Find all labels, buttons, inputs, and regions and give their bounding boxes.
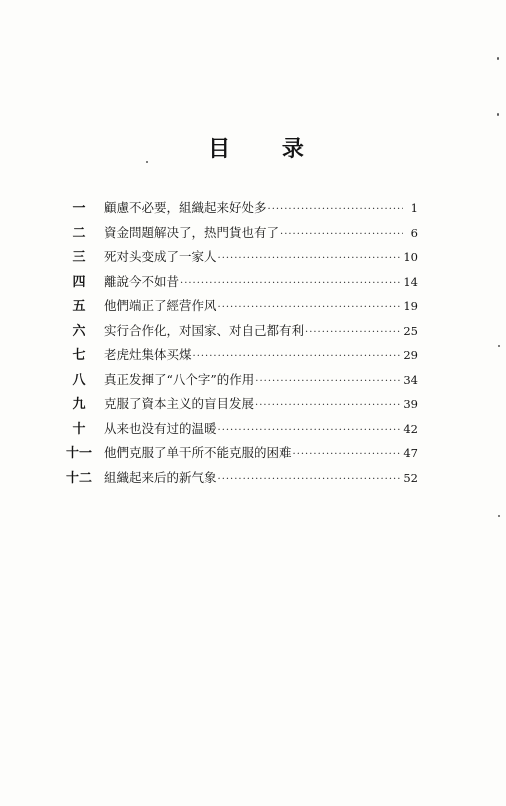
toc-chapter-title: 他們克服了单干所不能克服的困难 [104, 445, 292, 460]
toc-chapter-title: 从来也没有过的温暖 [104, 420, 217, 436]
page-title: 目 录 [208, 137, 326, 162]
toc-dot-leader [305, 327, 402, 338]
toc-row [62, 222, 418, 247]
toc-chapter-number: 五 [72, 299, 86, 314]
print-speck [497, 57, 499, 60]
toc-chapter-title: 資金問題解决了，热門貨也有了 [104, 224, 280, 240]
toc-row [62, 197, 418, 222]
toc-dot-leader [255, 400, 402, 411]
toc-chapter-title: 組織起来后的新气象 [104, 469, 217, 485]
toc-chapter-number: 十 [72, 421, 86, 437]
toc-chapter-title: 他們端正了經营作风 [104, 298, 217, 313]
toc-chapter-number: 七 [72, 348, 86, 363]
toc-page-number: 29 [403, 348, 418, 362]
print-speck [498, 515, 500, 517]
toc-page-number: 39 [403, 397, 418, 411]
toc-chapter-title: 实行合作化，对国家、对自己都有利 [104, 322, 305, 338]
toc-page-number: 6 [410, 225, 418, 240]
toc-row [62, 271, 418, 296]
toc-chapter-number: 九 [72, 397, 86, 412]
toc-dot-leader [218, 302, 403, 313]
toc-dot-leader [218, 425, 403, 436]
toc-page-number: 52 [403, 470, 418, 485]
toc-dot-leader [255, 376, 402, 387]
toc-chapter-number: 十一 [65, 446, 92, 461]
toc-chapter-title: 克服了資本主义的盲目发展 [104, 396, 255, 411]
toc-row [62, 393, 418, 418]
toc-page-number: 25 [403, 323, 418, 338]
toc-page-number: 19 [403, 299, 418, 313]
toc-page-number: 10 [403, 250, 418, 264]
toc-page-number: 14 [403, 274, 418, 289]
toc-row [62, 442, 418, 467]
print-speck [497, 113, 499, 116]
toc-dot-leader [218, 253, 403, 264]
toc-chapter-number: 十二 [65, 470, 92, 486]
toc-row [62, 467, 418, 492]
toc-chapter-number: 八 [72, 372, 86, 388]
toc-row [62, 295, 418, 320]
toc-dot-leader [293, 449, 403, 460]
toc-row [62, 320, 418, 345]
toc-chapter-number: 一 [72, 201, 86, 216]
toc-chapter-title: 死对头变成了一家人 [104, 249, 217, 264]
toc-chapter-number: 三 [72, 250, 86, 265]
toc-page-number: 42 [403, 421, 418, 436]
toc-row [62, 344, 418, 369]
toc-chapter-number: 四 [72, 274, 86, 290]
toc-page-number: 34 [403, 372, 418, 387]
toc-dot-leader [280, 229, 403, 240]
toc-row [62, 246, 418, 271]
toc-dot-leader [180, 278, 402, 289]
toc-chapter-title: 顧慮不必要，組織起来好处多 [104, 200, 267, 215]
toc-row [62, 369, 418, 394]
toc-dot-leader [218, 474, 403, 485]
toc-page-number: 47 [403, 446, 418, 460]
toc-chapter-title: 真正发揮了“八个字”的作用 [104, 371, 255, 387]
toc-dot-leader [268, 204, 403, 215]
print-speck [146, 161, 148, 163]
toc-chapter-title: 離說今不如昔 [104, 273, 180, 289]
toc-chapter-number: 六 [72, 323, 86, 339]
toc-page-number: 1 [410, 201, 418, 215]
print-speck [498, 345, 500, 347]
toc-chapter-title: 老虎灶集体买煤 [104, 347, 192, 362]
toc-row [62, 418, 418, 443]
toc-dot-leader [193, 351, 403, 362]
toc-chapter-number: 二 [72, 225, 86, 241]
table-of-contents [62, 197, 418, 491]
